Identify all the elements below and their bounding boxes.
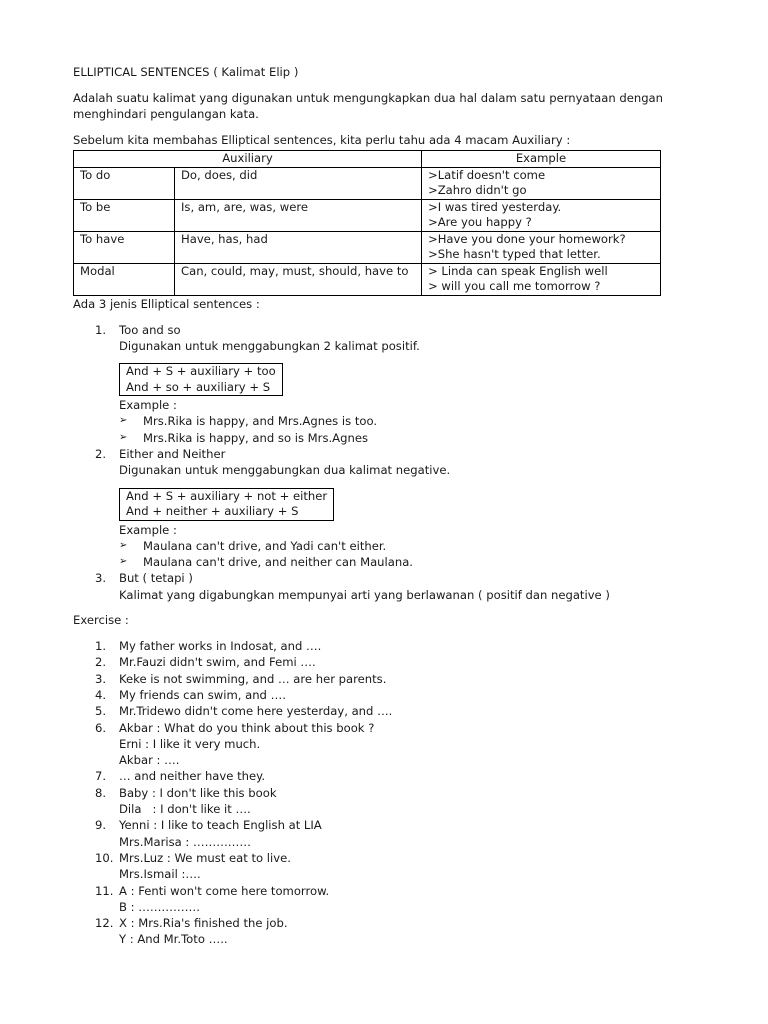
aux-forms-cell: Do, does, did [175,167,422,199]
exercise-line: Y : And Mr.Toto ….. [119,932,228,947]
aux-example-cell [422,231,661,263]
aux-example-cell [422,167,661,199]
table-header-auxiliary: Auxiliary [74,151,422,168]
exercise-line: Keke is not swimming, and … are her parents. [119,671,387,686]
table-row [74,167,661,199]
list-number: 11. [95,883,114,898]
aux-name-cell: To be [74,199,175,231]
type-description: Kalimat yang digabungkan mempunyai arti yang berlawanan ( positif dan negative ) [119,587,610,602]
formula-line: And + S + auxiliary + too [126,364,276,379]
exercise-line: B : ……………. [119,899,200,914]
list-number: 5. [95,704,107,719]
example-bullet: ➢ Mrs.Rika is happy, and so is Mrs.Agnes [119,430,368,445]
example-line: >Latif doesn't come [428,167,546,182]
aux-example-cell [422,199,661,231]
aux-name-cell: To do [74,167,175,199]
example-line: >Are you happy ? [428,215,532,229]
list-number: 1. [95,639,107,654]
aux-forms-cell: Is, am, are, was, were [175,199,422,231]
exercise-item [73,883,673,916]
exercise-line: Mrs.Luz : We must eat to live. [119,850,291,865]
table-row [74,231,661,263]
auxiliary-lead-sentence: Sebelum kita membahas Elliptical sentences, kita perlu tahu ada 4 macam Auxiliary : [73,133,571,147]
exercise-item [73,817,673,850]
formula-line: And + so + auxiliary + S [126,379,271,394]
list-number: 3. [95,671,107,686]
list-number: 12. [95,916,114,931]
types-intro: Ada 3 jenis Elliptical sentences : [73,296,260,311]
types-list [73,322,673,604]
list-number: 6. [95,720,107,735]
exercise-line: My friends can swim, and …. [119,687,286,702]
exercise-item [73,671,673,687]
exercise-title: Exercise : [73,613,129,628]
exercise-line: Akbar : What do you think about this book ? [119,720,375,735]
example-bullet: ➢ Maulana can't drive, and neither can Maulana. [119,555,413,570]
arrow-bullet-icon: ➢ [119,431,128,443]
table-row [74,263,661,295]
table-header-example: Example [422,151,661,168]
exercise-item [73,785,673,818]
exercise-line: Mrs.Ismail :…. [119,867,201,882]
list-item [73,446,673,570]
list-number: 7. [95,769,107,784]
exercise-item [73,654,673,670]
document-title: ELLIPTICAL SENTENCES ( Kalimat Elip ) [73,65,299,79]
example-line: > will you call me tomorrow ? [428,279,601,293]
exercise-line: Mr.Fauzi didn't swim, and Femi …. [119,655,316,670]
list-number: 3. [95,571,107,586]
exercise-line: Dila : I don't like it …. [119,802,251,817]
exercise-item [73,720,673,769]
exercise-line: A : Fenti won't come here tomorrow. [119,883,330,898]
list-number: 2. [95,655,107,670]
list-number: 8. [95,785,107,800]
example-line: >I was tired yesterday. [428,199,562,214]
exercise-item [73,850,673,883]
arrow-bullet-icon: ➢ [119,415,128,427]
example-line: >She hasn't typed that letter. [428,247,601,261]
example-line: >Have you done your homework? [428,231,626,246]
exercise-line: Mrs.Marisa : …………… [119,834,251,849]
example-label: Example : [119,522,177,537]
example-label: Example : [119,398,177,413]
type-name: Too and so [119,322,181,337]
list-number: 4. [95,687,107,702]
list-number: 2. [95,446,107,461]
exercise-line: … and neither have they. [119,769,266,784]
list-number: 1. [95,322,107,337]
formula-box [119,488,334,521]
type-name: Either and Neither [119,446,226,461]
exercise-item [73,687,673,703]
aux-example-cell [422,263,661,295]
type-description: Digunakan untuk menggabungkan 2 kalimat positif. [119,338,420,353]
arrow-bullet-icon: ➢ [119,556,128,568]
example-line: >Zahro didn't go [428,183,527,197]
list-item [73,570,673,603]
table-row [74,199,661,231]
exercise-line: X : Mrs.Ria's finished the job. [119,916,288,931]
example-bullet: ➢ Mrs.Rika is happy, and Mrs.Agnes is too. [119,414,378,429]
type-description: Digunakan untuk menggabungkan dua kalimat negative. [119,463,451,478]
example-bullet: ➢ Maulana can't drive, and Yadi can't either. [119,538,387,553]
exercise-line: Baby : I don't like this book [119,785,277,800]
exercise-list [73,638,673,948]
aux-name-cell: To have [74,231,175,263]
aux-forms-cell: Have, has, had [175,231,422,263]
formula-box [119,363,283,396]
formula-line: And + S + auxiliary + not + either [126,488,328,503]
example-line: > Linda can speak English well [428,263,608,278]
aux-name-cell: Modal [74,263,175,295]
list-item [73,322,673,446]
arrow-bullet-icon: ➢ [119,539,128,551]
intro-paragraph: Adalah suatu kalimat yang digunakan untuk mengungkapkan dua hal dalam satu pernyataan dengan menghindari pengulangan kata. [73,91,664,121]
list-number: 9. [95,818,107,833]
exercise-line: Erni : I like it very much. [119,736,261,751]
type-name: But ( tetapi ) [119,571,193,586]
list-number: 10. [95,850,114,865]
exercise-line: My father works in Indosat, and …. [119,639,322,654]
exercise-line: Yenni : I like to teach English at LIA [119,818,322,833]
exercise-line: Akbar : …. [119,753,180,768]
aux-forms-cell: Can, could, may, must, should, have to [175,263,422,295]
exercise-item [73,915,673,948]
exercise-line: Mr.Tridewo didn't come here yesterday, and …. [119,704,393,719]
document-page [73,64,673,948]
auxiliary-table [73,150,661,296]
exercise-item [73,703,673,719]
table-header-row [74,151,661,168]
exercise-item [73,638,673,654]
exercise-item [73,768,673,784]
formula-line: And + neither + auxiliary + S [126,504,299,519]
